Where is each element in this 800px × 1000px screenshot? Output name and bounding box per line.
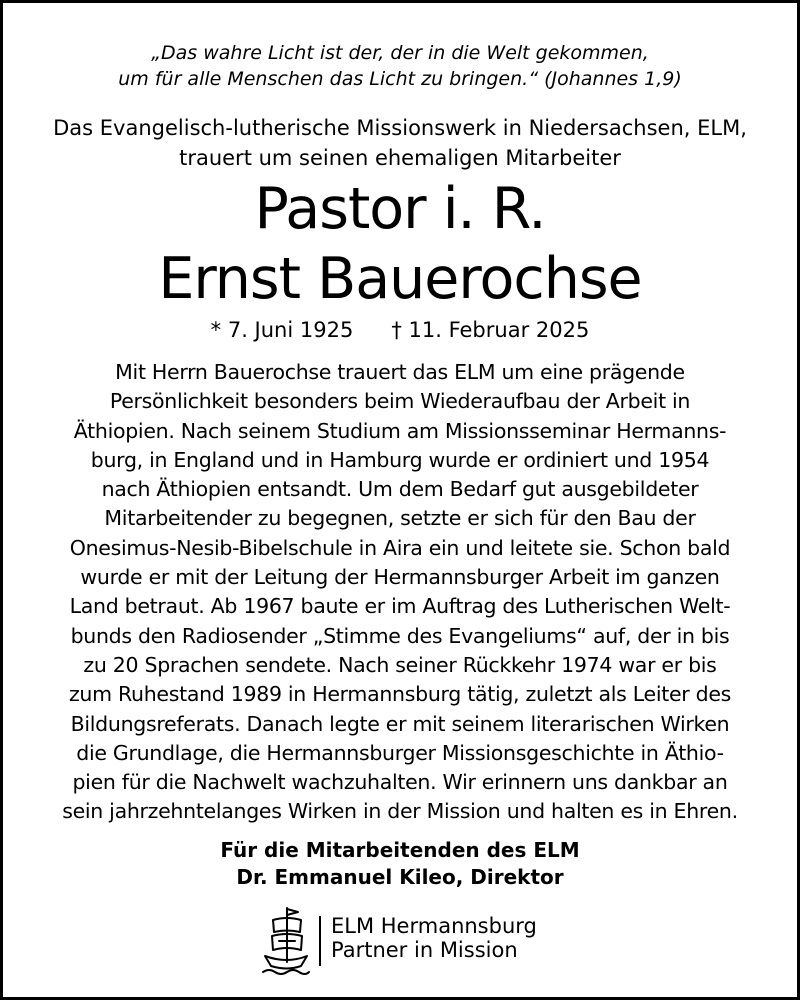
mission-ship-icon: [261, 904, 311, 976]
body-line: Mit Herrn Bauerochse trauert das ELM um eine prägende: [115, 360, 685, 384]
bible-verse: [23, 40, 777, 92]
body-line: burg, in England und in Hamburg wurde er ordiniert und 1954: [90, 447, 710, 472]
body-line: nach Äthiopien entsandt. Um dem Bedarf gut ausgebildeter: [101, 477, 699, 502]
verse-line-1: „Das wahre Licht ist der, der in die Welt gekommen,: [151, 42, 649, 64]
deceased-title: Pastor i. R.: [254, 176, 546, 242]
logo-text: [331, 914, 537, 962]
body-line: zu 20 Sprachen sendete. Nach seiner Rückkehr 1974 war er bis: [83, 652, 717, 677]
body-line: zum Ruhestand 1989 in Hermannsburg tätig, zuletzt als Leiter des: [68, 682, 732, 707]
intro-text: [13, 113, 787, 173]
signature-line-1: Für die Mitarbeitenden des ELM: [220, 838, 580, 862]
signature-block: [13, 837, 787, 891]
logo-divider: [319, 916, 321, 966]
life-dates: [13, 315, 787, 345]
body-line: Bildungsreferats. Danach legte er mit seinem literarischen Wirken: [70, 711, 730, 736]
body-line: Mitarbeitender zu begegnen, setzte er sich für den Bau der: [104, 506, 696, 531]
body-line: Äthiopien. Nach seinem Studium am Missionsseminar Hermanns-: [73, 418, 727, 443]
intro-line-2: trauert um seinen ehemaligen Mitarbeiter: [179, 146, 621, 170]
body-line: Onesimus-Nesib-Bibelschule in Aira ein und leitete sie. Schon bald: [69, 535, 731, 560]
body-line: pien für die Nachwelt wachzuhalten. Wir erinnern uns dankbar an: [72, 770, 728, 795]
intro-line-1: Das Evangelisch-lutherische Missionswerk in Niedersachsen, ELM,: [53, 116, 747, 140]
death-date: † 11. Februar 2025: [391, 318, 590, 342]
birth-date: * 7. Juni 1925: [210, 318, 354, 342]
verse-line-2: um für alle Menschen das Licht zu bringen.“ (Johannes 1,9): [118, 68, 682, 90]
obituary-body: [15, 358, 785, 827]
body-line: bunds den Radiosender „Stimme des Evangeliums“ auf, der in bis: [70, 623, 730, 648]
signature-line-2: Dr. Emmanuel Kileo, Direktor: [236, 865, 564, 889]
deceased-name-block: [13, 174, 787, 314]
body-line: sein jahrzehntelanges Wirken in der Mission und halten es in Ehren.: [62, 799, 738, 824]
logo-line-1: ELM Hermannsburg: [331, 914, 537, 938]
body-line: Persönlichkeit besonders beim Wiederaufbau der Arbeit in: [109, 389, 691, 414]
elm-logo: [261, 904, 561, 976]
body-line: Land betraut. Ab 1967 baute er im Auftrag des Lutherischen Welt-: [69, 594, 731, 619]
body-line: wurde er mit der Leitung der Hermannsburger Arbeit im ganzen: [80, 565, 720, 590]
deceased-name: Ernst Bauerochse: [158, 246, 642, 312]
body-line: die Grundlage, die Hermannsburger Missionsgeschichte in Äthio-: [76, 740, 724, 765]
logo-line-2: Partner in Mission: [331, 938, 518, 962]
